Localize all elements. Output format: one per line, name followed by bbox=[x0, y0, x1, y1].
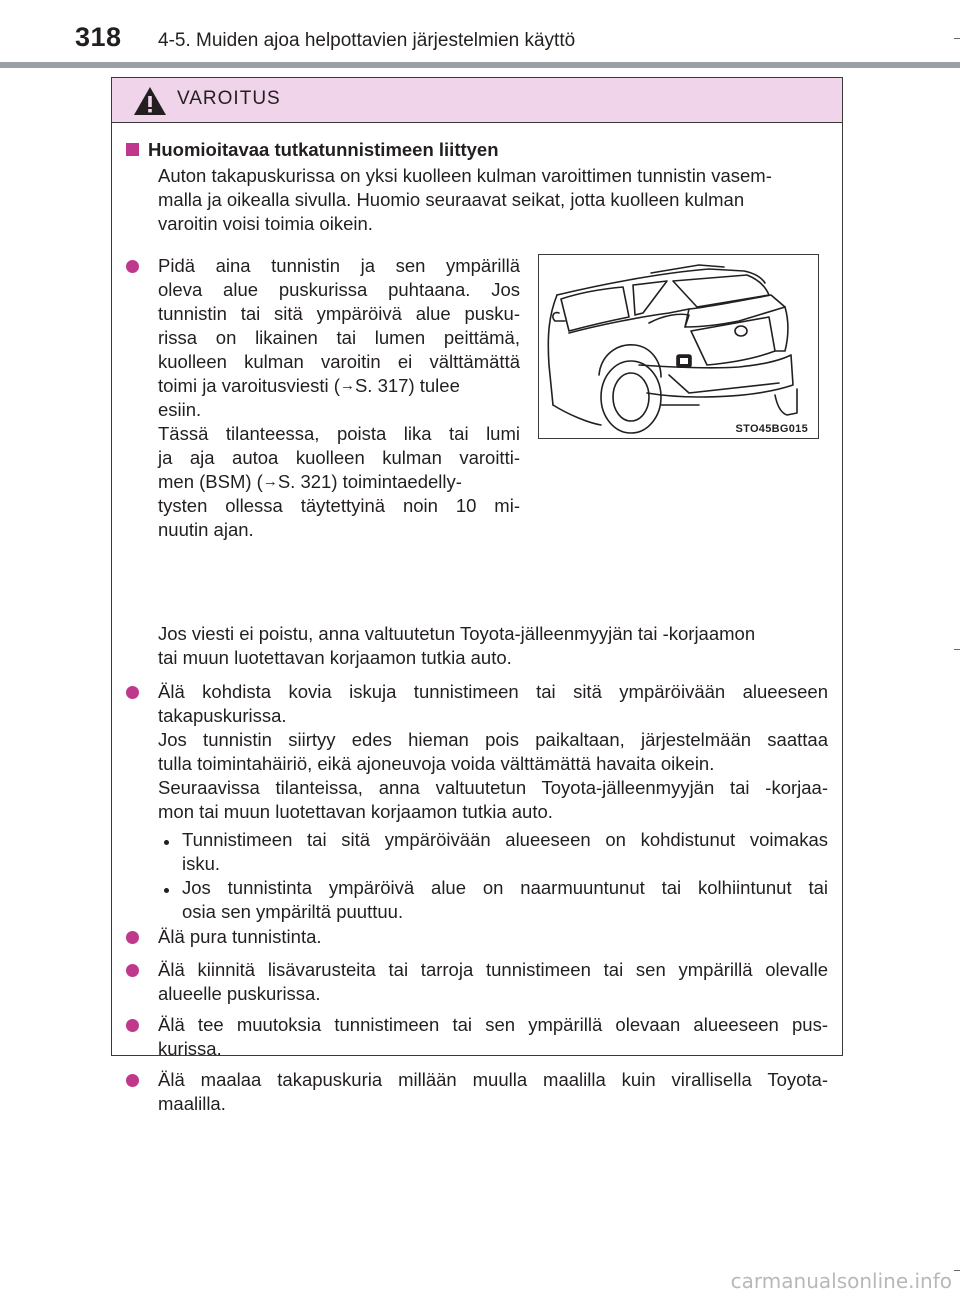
bullet6-line: Älä maalaa takapuskuria millään muulla maalilla kuin virallisella Toyota- bbox=[158, 1069, 828, 1090]
bullet1-line: tunnistin tai sitä ympäröivä alue pusku- bbox=[158, 303, 520, 324]
bullet1-line: tysten ollessa täytettyinä noin 10 mi- bbox=[158, 495, 520, 516]
arrow-right-icon: → bbox=[262, 473, 278, 490]
bullet5-line: kurissa. bbox=[158, 1038, 222, 1059]
bullet2-line: takapuskurissa. bbox=[158, 705, 287, 726]
bullet1-line: ja aja autoa kuolleen kulman varoitti- bbox=[158, 447, 520, 468]
warning-label: VAROITUS bbox=[177, 88, 281, 109]
bullet2-line: Seuraavissa tilanteissa, anna valtuutetun Toyota-jälleenmyyjän tai -korjaa- bbox=[158, 777, 828, 798]
rear-car-illustration bbox=[539, 255, 819, 439]
header-rule bbox=[0, 62, 960, 68]
crop-mark bbox=[954, 1270, 960, 1271]
bullet-dot-icon bbox=[126, 260, 139, 273]
bullet3-text: Älä pura tunnistinta. bbox=[158, 926, 322, 947]
bullet2-line: Jos tunnistin siirtyy edes hieman pois paikaltaan, järjestelmään saattaa bbox=[158, 729, 828, 750]
sub-bullet-line: Jos tunnistinta ympäröivä alue on naarmuuntunut tai kolhiintunut tai bbox=[182, 877, 828, 898]
sub-bullet-line: osia sen ympäriltä puuttuu. bbox=[182, 901, 404, 922]
bullet2-line: mon tai muun luotettavan korjaamon tutkia auto. bbox=[158, 801, 553, 822]
sub-bullet-dot-icon bbox=[164, 840, 169, 845]
bullet1-line: Pidä aina tunnistin ja sen ympärillä bbox=[158, 255, 520, 276]
bullet1-line: rissa on likainen tai lumen peittämä, bbox=[158, 327, 520, 348]
bullet2-text bbox=[158, 680, 828, 824]
bullet-dot-icon bbox=[126, 931, 139, 944]
sub-bullet-line: isku. bbox=[182, 853, 221, 874]
bullet1-text bbox=[158, 254, 520, 542]
bullet1-cont-line: Jos viesti ei poistu, anna valtuutetun Toyota-jälleenmyyjän tai -korjaamon bbox=[158, 623, 756, 644]
bullet1-line: Tässä tilanteessa, poista lika tai lumi bbox=[158, 423, 520, 444]
bullet4-line: alueelle puskurissa. bbox=[158, 983, 321, 1004]
bullet1-line: men (BSM) (→S. 321) toimintaedelly- bbox=[158, 471, 462, 492]
arrow-right-icon: → bbox=[339, 377, 355, 394]
bullet-dot-icon bbox=[126, 964, 139, 977]
bullet-dot-icon bbox=[126, 1074, 139, 1087]
bullet1-line: kuolleen kulman varoitin ei välttämättä bbox=[158, 351, 520, 372]
bullet1-line: nuutin ajan. bbox=[158, 519, 254, 540]
square-bullet-icon bbox=[126, 143, 139, 156]
intro-line: Auton takapuskurissa on yksi kuolleen kulman varoittimen tunnistin vasem- bbox=[158, 165, 772, 186]
intro-line: malla ja oikealla sivulla. Huomio seuraavat seikat, jotta kuolleen kulman bbox=[158, 189, 745, 210]
bullet5-line: Älä tee muutoksia tunnistimeen tai sen ympärillä olevaan alueeseen pus- bbox=[158, 1014, 828, 1035]
rear-car-figure bbox=[538, 254, 819, 439]
figure-code: STO45BG015 bbox=[735, 423, 808, 435]
bullet1-line: oleva alue puskurissa puhtaana. Jos bbox=[158, 279, 520, 300]
warning-triangle-icon bbox=[132, 85, 168, 117]
bullet4-line: Älä kiinnitä lisävarusteita tai tarroja tunnistimeen tai sen ympärillä olevalle bbox=[158, 959, 828, 980]
bullet-dot-icon bbox=[126, 1019, 139, 1032]
bullet1-line: toimi ja varoitusviesti (→S. 317) tulee bbox=[158, 375, 460, 396]
watermark: carmanualsonline.info bbox=[730, 1269, 952, 1293]
intro-line: varoitin voisi toimia oikein. bbox=[158, 213, 373, 234]
bullet2-line: Älä kohdista kovia iskuja tunnistimeen tai sitä ympäröivään alueeseen bbox=[158, 681, 828, 702]
bullet2-line: tulla toimintahäiriö, eikä ajoneuvoja voida välttämättä havaita oikein. bbox=[158, 753, 715, 774]
warning-header bbox=[112, 78, 842, 123]
page-header bbox=[0, 0, 960, 70]
sub-bullet-line: Tunnistimeen tai sitä ympäröivään alueeseen on kohdistunut voimakas bbox=[182, 829, 828, 850]
crop-mark bbox=[954, 38, 960, 39]
bullet6-line: maalilla. bbox=[158, 1093, 226, 1114]
section-title: 4-5. Muiden ajoa helpottavien järjestelmien käyttö bbox=[158, 30, 576, 51]
sub-bullet-dot-icon bbox=[164, 888, 169, 893]
subheading: Huomioitavaa tutkatunnistimeen liittyen bbox=[126, 138, 499, 162]
warning-box bbox=[111, 77, 843, 1114]
page-number: 318 bbox=[75, 22, 122, 52]
bullet-dot-icon bbox=[126, 686, 139, 699]
crop-mark bbox=[954, 649, 960, 650]
bullet1-line: esiin. bbox=[158, 399, 202, 420]
bullet1-cont-line: tai muun luotettavan korjaamon tutkia auto. bbox=[158, 647, 512, 668]
